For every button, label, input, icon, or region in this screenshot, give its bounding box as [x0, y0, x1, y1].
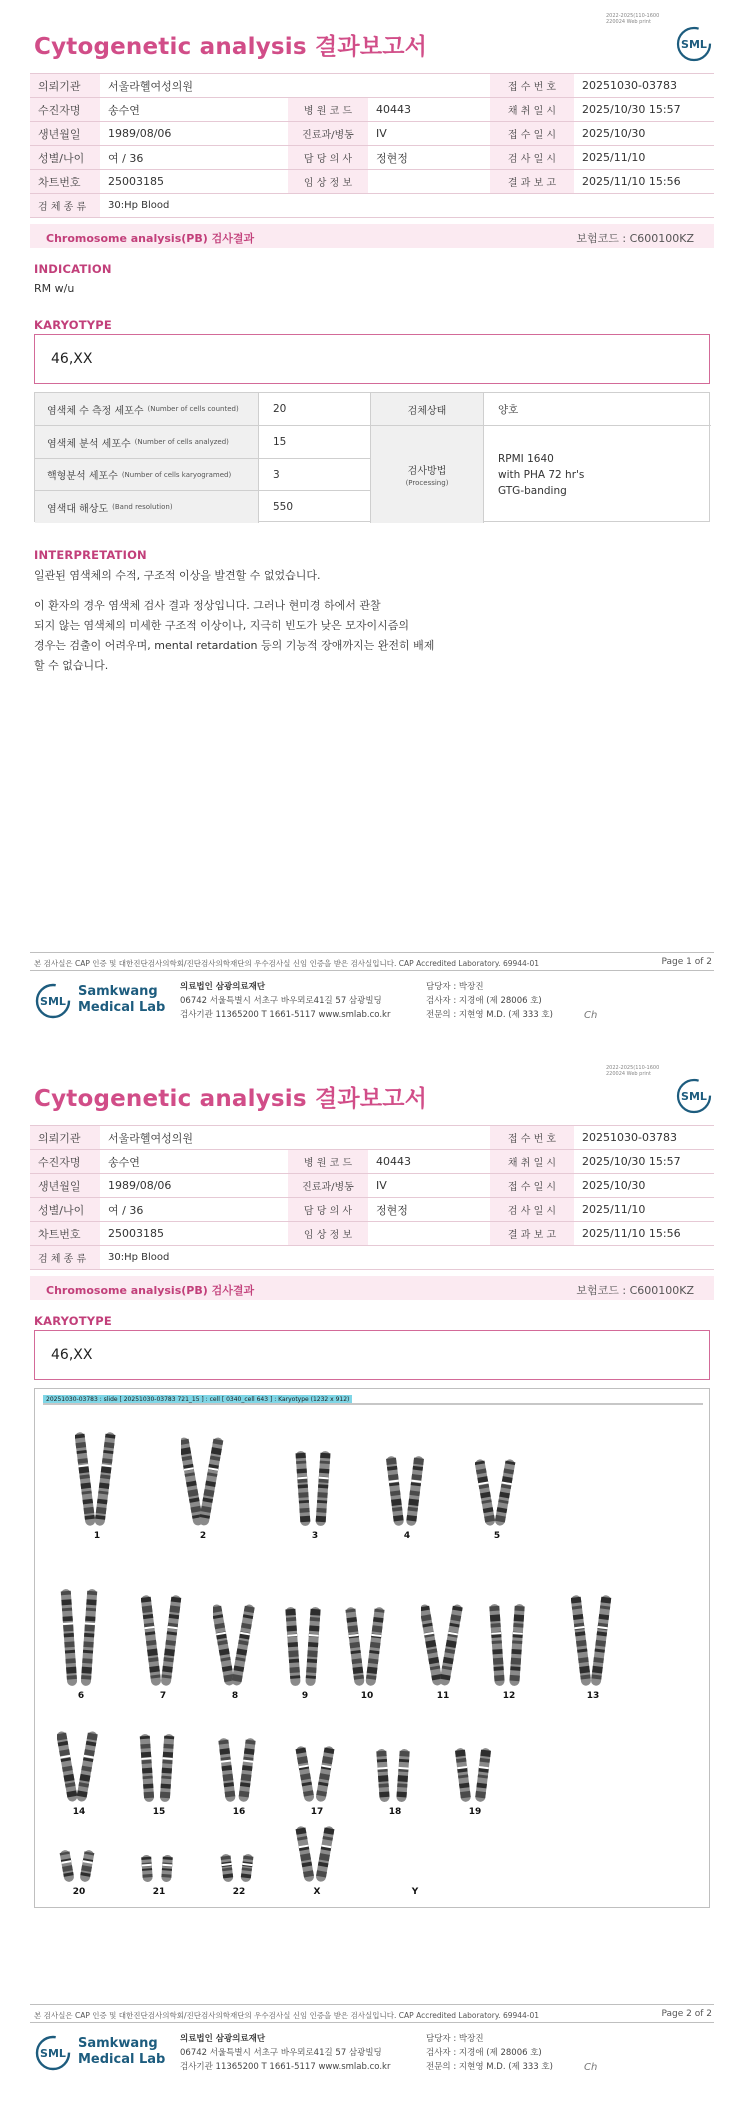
name-label: 수진자명: [30, 98, 100, 122]
karyogramed-label: [35, 459, 259, 491]
lab-address: 06742 서울특별시 서초구 바우뫼로41길 57 삼광빌딩: [180, 996, 382, 1006]
analyzed-label: [35, 426, 259, 459]
chromosome-pair: [57, 1849, 101, 1883]
band-label-text: 염색대 해상도: [47, 503, 109, 515]
clinical-value: [368, 170, 490, 194]
chromosome-pair: [453, 1747, 497, 1803]
chromosome-pair: [385, 1455, 429, 1527]
result-bar-title: Chromosome analysis(PB) 검사결과: [46, 232, 255, 245]
print-stamp: [606, 13, 659, 25]
institution-value: 서울라헬여성의원: [100, 74, 490, 98]
karyotype-box: [34, 1330, 710, 1380]
chromosome-label: Y: [411, 1887, 419, 1897]
interpretation-line: 되지 않는 염색체의 미세한 구조적 이상이나, 지극히 빈도가 낮은 모자이시즘의: [34, 619, 409, 632]
tester: 검사자 : 지경애 (제 28006 호): [426, 2048, 542, 2058]
chart-no-label: 차트번호: [30, 170, 100, 194]
chromosome-pair: [213, 1603, 257, 1687]
cell-count-table: [34, 392, 710, 522]
method-line: RPMI 1640: [498, 452, 554, 465]
interpretation-title: INTERPRETATION: [34, 548, 147, 562]
lab-contact: 검사기관 11365200 T 1661-5117 www.smlab.co.kr: [180, 1010, 391, 1020]
chromosome-pair: [217, 1737, 261, 1803]
receipt-no-label: 접 수 번 호: [490, 74, 574, 98]
karyotype-value: 46,XX: [51, 351, 93, 367]
received-value: 2025/10/30: [574, 1174, 714, 1198]
logo-text: SML: [40, 995, 66, 1008]
karyogramed-value: 3: [259, 459, 371, 491]
stamp-line: 220024 Web print: [606, 1071, 651, 1077]
interpretation-body: [34, 566, 694, 676]
lab-address: 06742 서울특별시 서초구 바우뫼로41길 57 삼광빌딩: [180, 2048, 382, 2058]
hospital-code-label: 병 원 코 드: [288, 98, 368, 122]
chromosome-pair: [487, 1603, 531, 1687]
stamp-line: 2022-2025(110-1600: [606, 1065, 660, 1071]
chromosome-pair: [217, 1853, 261, 1883]
chromosome-label: 17: [310, 1807, 324, 1817]
staff-in-charge: 담당자 : 박장진: [426, 2034, 484, 2044]
staff-block: [426, 980, 553, 1022]
insurance-code: 보험코드 : C600100KZ: [576, 232, 694, 245]
foundation-name: 의료법인 삼광의료재단: [180, 2034, 266, 2044]
karyotype-value: 46,XX: [51, 1347, 93, 1363]
foundation-name: 의료법인 삼광의료재단: [180, 982, 266, 992]
interpretation-summary: 일관된 염색체의 수적, 구조적 이상을 발견할 수 없었습니다.: [34, 569, 321, 582]
doctor-label: 담 당 의 사: [288, 1198, 368, 1222]
footer-divider: [30, 970, 714, 971]
chart-no-value: 25003185: [100, 1222, 288, 1246]
result-bar: [30, 224, 714, 248]
karyogram-rule: [43, 1403, 703, 1405]
dept-label: 진료과/병동: [288, 1174, 368, 1198]
footer-divider: [30, 2004, 714, 2005]
institution-label: 의뢰기관: [30, 74, 100, 98]
dob-value: 1989/08/06: [100, 122, 288, 146]
report-page-2: [0, 1052, 744, 2104]
band-value: 550: [259, 491, 371, 523]
interpretation-line: 할 수 없습니다.: [34, 659, 109, 672]
karyotype-box: [34, 334, 710, 384]
chromosome-label: 11: [436, 1691, 450, 1701]
dept-value: IV: [368, 1174, 490, 1198]
analyzed-sub: (Number of cells analyzed): [134, 438, 229, 446]
lab-logo: [34, 2032, 174, 2072]
collected-value: 2025/10/30 15:57: [574, 1150, 714, 1174]
signature: Ch: [584, 1010, 598, 1021]
method-label: [371, 426, 484, 523]
chromosome-pair: [373, 1748, 417, 1803]
footer-divider: [30, 952, 714, 953]
receipt-no-value: 20251030-03783: [574, 1126, 714, 1150]
chromosome-label: 2: [199, 1531, 207, 1541]
method-label-text: 검사방법: [407, 466, 447, 477]
received-label: 접 수 일 시: [490, 1174, 574, 1198]
collected-value: 2025/10/30 15:57: [574, 98, 714, 122]
receipt-no-value: 20251030-03783: [574, 74, 714, 98]
chromosome-pair: [295, 1825, 339, 1883]
chromosome-label: 19: [468, 1807, 482, 1817]
sex-age-value: 여 / 36: [100, 1198, 288, 1222]
karyotype-title: KARYOTYPE: [34, 318, 112, 332]
sex-age-label: 성별/나이: [30, 146, 100, 170]
chromosome-label: 7: [159, 1691, 167, 1701]
tested-label: 검 사 일 시: [490, 146, 574, 170]
staff-block: [426, 2032, 553, 2074]
chromosome-label: 1: [93, 1531, 101, 1541]
reported-label: 결 과 보 고: [490, 170, 574, 194]
chromosome-pair: [293, 1450, 337, 1527]
page-number: Page 1 of 2: [661, 957, 712, 967]
specialist: 전문의 : 지현영 M.D. (제 333 호): [426, 1010, 553, 1020]
chromosome-label: 14: [72, 1807, 86, 1817]
interpretation-line: 경우는 검출이 어려우며, mental retardation 등의 기능적 장애까지는 완전히 배제: [34, 639, 435, 652]
hospital-code-value: 40443: [368, 98, 490, 122]
karyogram-image: [34, 1388, 710, 1908]
hospital-code-value: 40443: [368, 1150, 490, 1174]
specimen-label: 검 체 종 류: [30, 194, 100, 218]
lab-name-line: Medical Lab: [78, 2052, 166, 2067]
lab-name-line: Samkwang: [78, 984, 158, 999]
doctor-value: 정현정: [368, 146, 490, 170]
chromosome-label: 9: [301, 1691, 309, 1701]
tested-value: 2025/11/10: [574, 1198, 714, 1222]
chromosome-pair: [475, 1458, 519, 1527]
chart-no-value: 25003185: [100, 170, 288, 194]
lab-name: [78, 984, 165, 1016]
collected-label: 채 취 일 시: [490, 1150, 574, 1174]
received-label: 접 수 일 시: [490, 122, 574, 146]
tested-value: 2025/11/10: [574, 146, 714, 170]
dob-value: 1989/08/06: [100, 1174, 288, 1198]
clinical-value: [368, 1222, 490, 1246]
dob-label: 생년월일: [30, 1174, 100, 1198]
chromosome-label: 22: [232, 1887, 246, 1897]
chromosome-pair: [137, 1733, 181, 1803]
name-label: 수진자명: [30, 1150, 100, 1174]
institution-value: 서울라헬여성의원: [100, 1126, 490, 1150]
clinical-label: 임 상 정 보: [288, 170, 368, 194]
doctor-label: 담 당 의 사: [288, 146, 368, 170]
chromosome-pair: [421, 1603, 465, 1687]
chromosome-pair: [283, 1606, 327, 1687]
specimen-value: 30:Hp Blood: [100, 194, 714, 218]
counted-label-text: 염색체 수 측정 세포수: [47, 405, 144, 417]
receipt-no-label: 접 수 번 호: [490, 1126, 574, 1150]
counted-label: [35, 393, 259, 426]
counted-value: 20: [259, 393, 371, 426]
clinical-label: 임 상 정 보: [288, 1222, 368, 1246]
print-stamp: [606, 1065, 659, 1077]
chromosome-label: 13: [586, 1691, 600, 1701]
specimen-state-value: 양호: [484, 393, 711, 426]
lab-logo-icon: [34, 982, 72, 1020]
sex-age-value: 여 / 36: [100, 146, 288, 170]
karyogramed-sub: (Number of cells karyogramed): [121, 470, 232, 479]
chromosome-label: 12: [502, 1691, 516, 1701]
stamp-line: 2022-2025(110-1600: [606, 13, 660, 19]
sml-logo-icon: [676, 1078, 712, 1114]
reported-label: 결 과 보 고: [490, 1222, 574, 1246]
lab-name-line: Samkwang: [78, 2036, 158, 2051]
analyzed-value: 15: [259, 426, 371, 459]
interpretation-line: 이 환자의 경우 염색체 검사 결과 정상입니다. 그러나 현미경 하에서 관찰: [34, 599, 381, 612]
chromosome-pair: [571, 1594, 615, 1687]
reported-value: 2025/11/10 15:56: [574, 1222, 714, 1246]
lab-address-block: [180, 2032, 390, 2074]
tester: 검사자 : 지경애 (제 28006 호): [426, 996, 542, 1006]
patient-info-table: [30, 1125, 714, 1270]
chromosome-pair: [141, 1594, 185, 1687]
lab-name: [78, 2036, 165, 2068]
karyogram-header: 20251030-03783 : slide [ 20251030-03783 721_15 ] : cell [ 0340_cell 643 ] : Karyotype (1232 x 912): [43, 1395, 352, 1404]
chart-no-label: 차트번호: [30, 1222, 100, 1246]
collected-label: 채 취 일 시: [490, 98, 574, 122]
logo-text: SML: [681, 1090, 707, 1103]
chromosome-label: 3: [311, 1531, 319, 1541]
signature: Ch: [584, 2062, 598, 2073]
chromosome-label: 10: [360, 1691, 374, 1701]
lab-address-block: [180, 980, 390, 1022]
karyogramed-label-text: 핵형분석 세포수: [47, 471, 118, 482]
footer-divider: [30, 2022, 714, 2023]
report-title: Cytogenetic analysis 결과보고서: [34, 34, 428, 60]
lab-name-line: Medical Lab: [78, 1000, 166, 1015]
method-line: with PHA 72 hr's: [498, 468, 585, 481]
institution-label: 의뢰기관: [30, 1126, 100, 1150]
lab-contact: 검사기관 11365200 T 1661-5117 www.smlab.co.kr: [180, 2062, 391, 2072]
name-value: 송수연: [100, 98, 288, 122]
specialist: 전문의 : 지현영 M.D. (제 333 호): [426, 2062, 553, 2072]
dept-label: 진료과/병동: [288, 122, 368, 146]
sex-age-label: 성별/나이: [30, 1198, 100, 1222]
method-value: [484, 426, 711, 523]
result-bar-title: Chromosome analysis(PB) 검사결과: [46, 1284, 255, 1297]
chromosome-pair: [345, 1606, 389, 1687]
chromosome-pair: [59, 1588, 103, 1687]
karyotype-title: KARYOTYPE: [34, 1314, 112, 1328]
chromosome-label: 5: [493, 1531, 501, 1541]
specimen-label: 검 체 종 류: [30, 1246, 100, 1270]
chromosome-pair: [75, 1431, 119, 1527]
chromosome-pair: [137, 1854, 181, 1883]
doctor-value: 정현정: [368, 1198, 490, 1222]
name-value: 송수연: [100, 1150, 288, 1174]
footer-accreditation-note: 본 검사실은 CAP 인증 및 대한진단검사의학회/진단검사의학재단의 우수검사실 신임 인증을 받은 검사실입니다. CAP Accredited Laboratory. 69944-01: [34, 2011, 540, 2020]
insurance-code: 보험코드 : C600100KZ: [576, 1284, 694, 1297]
logo-text: SML: [40, 2047, 66, 2060]
chromosome-label: 15: [152, 1807, 166, 1817]
chromosome-label: X: [313, 1887, 321, 1897]
sml-logo-icon: [676, 26, 712, 62]
hospital-code-label: 병 원 코 드: [288, 1150, 368, 1174]
chromosome-label: 21: [152, 1887, 166, 1897]
specimen-value: 30:Hp Blood: [100, 1246, 714, 1270]
chromosome-pair: [57, 1730, 101, 1803]
chromosome-label: 16: [232, 1807, 246, 1817]
tested-label: 검 사 일 시: [490, 1198, 574, 1222]
specimen-state-label: 검체상태: [371, 393, 484, 426]
chromosome-label: 8: [231, 1691, 239, 1701]
report-title: Cytogenetic analysis 결과보고서: [34, 1086, 428, 1112]
band-sub: (Band resolution): [112, 503, 173, 511]
counted-sub: (Number of cells counted): [147, 405, 239, 413]
indication-title: INDICATION: [34, 262, 112, 276]
chromosome-label: 4: [403, 1531, 411, 1541]
received-value: 2025/10/30: [574, 122, 714, 146]
lab-logo: [34, 980, 174, 1020]
chromosome-label: 18: [388, 1807, 402, 1817]
chromosome-label: 20: [72, 1887, 86, 1897]
stamp-line: 220024 Web print: [606, 19, 651, 25]
analyzed-label-text: 염색체 분석 세포수: [47, 438, 131, 450]
chromosome-label: 6: [77, 1691, 85, 1701]
footer-accreditation-note: 본 검사실은 CAP 인증 및 대한진단검사의학회/진단검사의학재단의 우수검사실 신임 인증을 받은 검사실입니다. CAP Accredited Laboratory. 69944-01: [34, 959, 540, 968]
logo-text: SML: [681, 38, 707, 51]
dept-value: IV: [368, 122, 490, 146]
patient-info-table: [30, 73, 714, 218]
result-bar: [30, 1276, 714, 1300]
chromosome-pair: [181, 1436, 225, 1527]
band-label: [35, 491, 259, 523]
indication-text: RM w/u: [34, 282, 75, 295]
staff-in-charge: 담당자 : 박장진: [426, 982, 484, 992]
dob-label: 생년월일: [30, 122, 100, 146]
method-sub: (Processing): [405, 479, 449, 487]
lab-logo-icon: [34, 2034, 72, 2072]
chromosome-pair: [295, 1745, 339, 1803]
method-line: GTG-banding: [498, 484, 567, 497]
reported-value: 2025/11/10 15:56: [574, 170, 714, 194]
page-number: Page 2 of 2: [661, 2009, 712, 2019]
